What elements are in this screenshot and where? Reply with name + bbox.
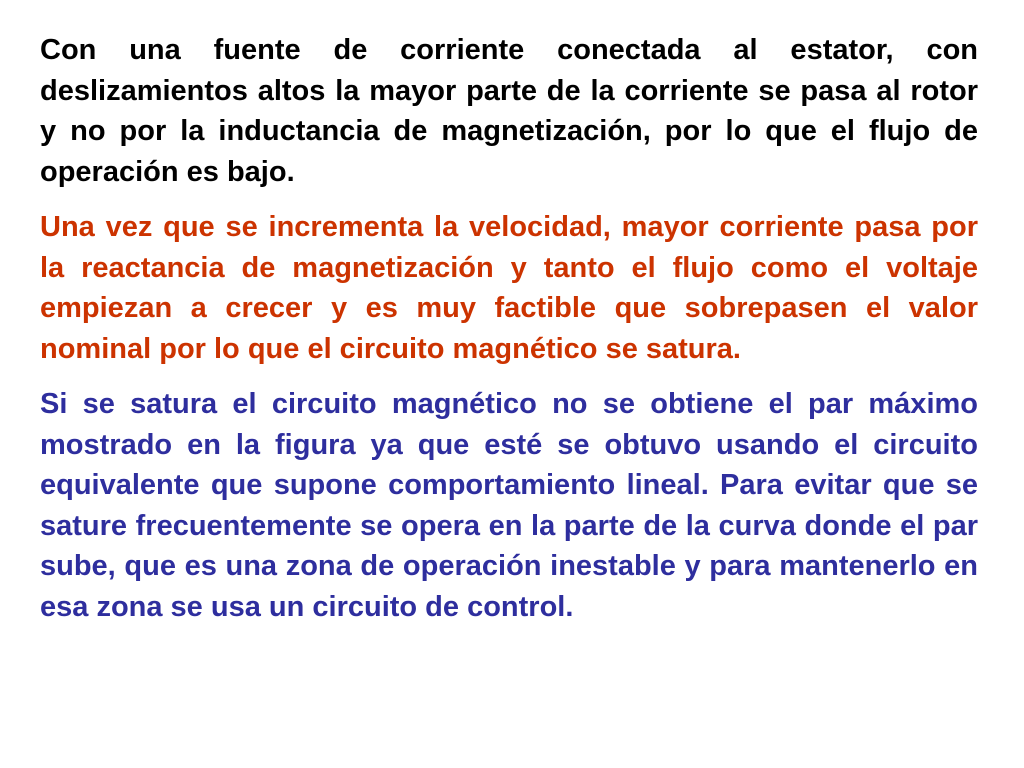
- paragraph-control-circuit: Si se satura el circuito magnético no se obtiene el par máximo mostrado en la figura ya que esté se obtuvo usando el circuito equivalente que supone comportamiento lineal. Para evitar que se sature frecuentemente se opera en la parte de la curva donde el par sube, que es una zona de operación inestable y para mantenerlo en esa zona se usa un circuito de control.: [40, 388, 978, 623]
- paragraph-saturation: Una vez que se incrementa la velocidad, mayor corriente pasa por la reactancia de magnetización y tanto el flujo como el voltaje empiezan a crecer y es muy factible que sobrepasen el valor nominal por lo que el circuito magnético se satura.: [40, 211, 978, 365]
- slide-body: [40, 30, 978, 627]
- paragraph-low-flux: Con una fuente de corriente conectada al estator, con deslizamientos altos la mayor parte de la corriente se pasa al rotor y no por la inductancia de magnetización, por lo que el flujo de operación es bajo.: [40, 34, 978, 188]
